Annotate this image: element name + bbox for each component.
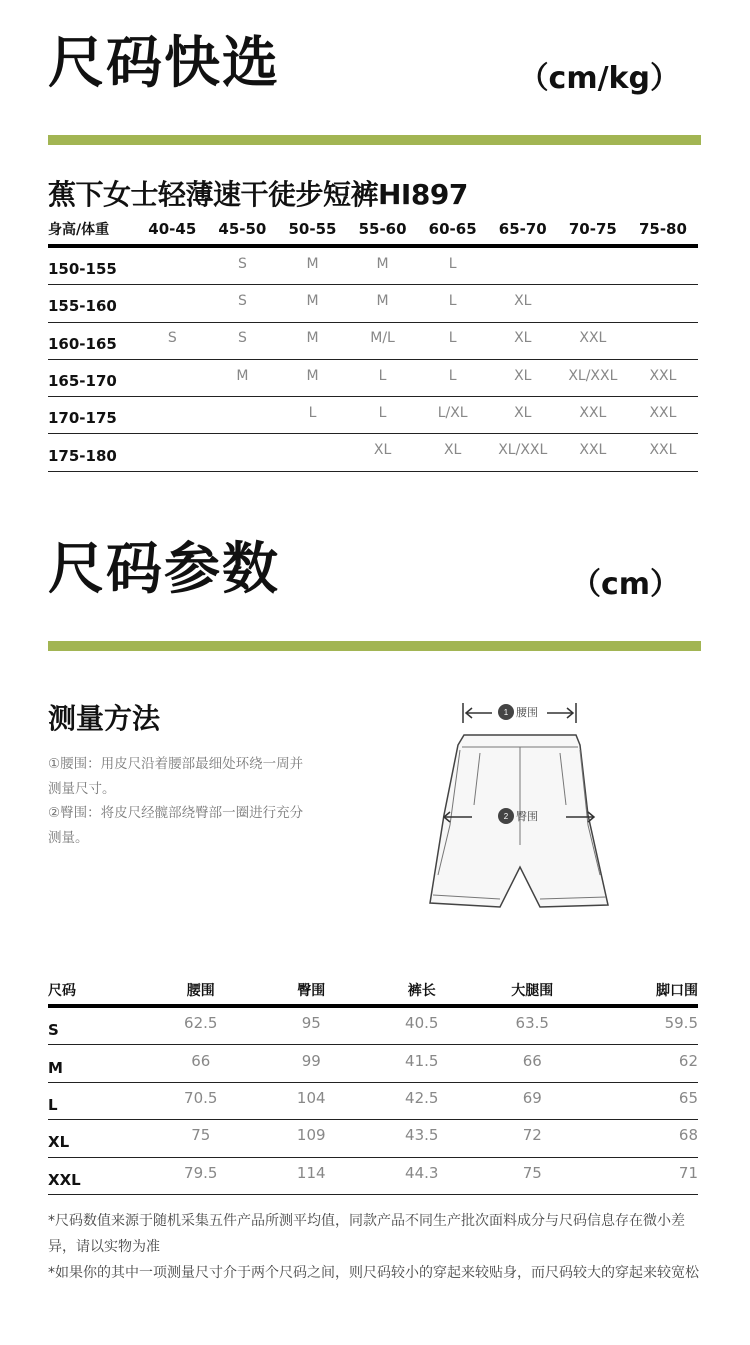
table-row [48, 397, 698, 434]
weight-col-header: 50-55 [288, 220, 337, 238]
waist-label: 腰围 [516, 706, 538, 719]
measure-value-cell: 69 [522, 1088, 542, 1107]
height-weight-header: 身高/体重 [48, 222, 110, 238]
product-title: 蕉下女士轻薄速干徒步短裤HI897 [48, 178, 468, 211]
size-cell: L/XL [437, 404, 468, 421]
table-row [48, 323, 698, 360]
measure-value-cell: 104 [296, 1088, 326, 1107]
size-cell: XL [514, 292, 532, 309]
size-cell: M [376, 292, 389, 309]
size-cell: M [306, 330, 319, 347]
table-row [48, 285, 698, 322]
size-cell: S [237, 292, 247, 309]
measure-value-cell: 114 [296, 1163, 326, 1182]
measure-value-cell: 72 [522, 1126, 542, 1145]
height-range-cell: 165-170 [48, 372, 117, 391]
table-row [48, 1120, 698, 1157]
size-cell: M [236, 367, 249, 384]
measure-value-cell: 40.5 [405, 1014, 439, 1033]
height-range-cell: 160-165 [48, 334, 117, 353]
table-row [48, 360, 698, 397]
param-col-header: 臀围 [297, 982, 326, 999]
size-cell: XXL [579, 442, 607, 459]
param-col-header: 脚口围 [656, 982, 698, 999]
size-notes [48, 1208, 700, 1286]
size-params-unit: （cm） [570, 567, 680, 602]
size-cell: M [306, 292, 319, 309]
size-label-cell: M [48, 1058, 63, 1077]
measure-value-cell: 109 [296, 1126, 326, 1145]
size-quick-header-row [48, 214, 698, 248]
table-row [48, 1083, 698, 1120]
method-hip-text: ②臀围：将皮尺经髋部绕臀部一圈进行充分测量。 [48, 805, 304, 846]
size-label-cell: S [48, 1021, 59, 1040]
weight-col-header: 70-75 [568, 220, 617, 238]
param-col-header: 尺码 [48, 982, 76, 999]
size-quick-unit: （cm/kg） [518, 61, 680, 96]
accent-divider [48, 135, 701, 145]
height-range-cell: 150-155 [48, 260, 117, 279]
size-cell: XL/XXL [568, 367, 618, 384]
measure-value-cell: 63.5 [515, 1014, 549, 1033]
size-cell: L [448, 292, 457, 309]
size-cell: XL [443, 442, 462, 459]
size-params-title: 尺码参数 [48, 537, 280, 602]
measure-value-cell: 41.5 [405, 1051, 439, 1070]
measure-value-cell: 59.5 [664, 1014, 698, 1033]
size-cell: XL [514, 404, 532, 421]
hip-marker-number: 2 [503, 812, 509, 821]
accent-divider [48, 641, 701, 651]
measure-value-cell: 44.3 [405, 1163, 439, 1182]
param-col-header: 裤长 [407, 982, 436, 999]
weight-col-header: 60-65 [428, 220, 477, 238]
size-cell: XL [373, 442, 392, 459]
size-cell: XXL [579, 330, 607, 347]
size-cell: S [167, 330, 177, 347]
note-line: *尺码数值来源于随机采集五件产品所测平均值，同款产品不同生产批次面料成分与尺码信息存在微小差异，请以实物为准 [48, 1213, 685, 1255]
table-row [48, 434, 698, 471]
table-row [48, 1008, 698, 1045]
measure-value-cell: 95 [301, 1014, 321, 1033]
height-range-cell: 155-160 [48, 297, 117, 316]
measure-value-cell: 43.5 [405, 1126, 439, 1145]
size-cell: L [378, 404, 387, 421]
measure-method-text [48, 752, 310, 850]
measure-value-cell: 65 [678, 1088, 698, 1107]
size-cell: XXL [579, 404, 607, 421]
size-cell: M [306, 367, 319, 384]
method-waist-text: ①腰围：用皮尺沿着腰部最细处环绕一周并测量尺寸。 [48, 756, 304, 797]
size-params-header-row [48, 975, 698, 1008]
size-cell: XXL [649, 404, 677, 421]
weight-col-header: 45-50 [218, 220, 267, 238]
measure-value-cell: 75 [522, 1163, 542, 1182]
measure-value-cell: 75 [191, 1126, 211, 1145]
measure-value-cell: 79.5 [184, 1163, 218, 1182]
measure-method-title: 测量方法 [48, 702, 161, 735]
size-cell: XL [514, 330, 532, 347]
size-cell: XL/XXL [498, 442, 548, 459]
measure-value-cell: 62 [678, 1051, 698, 1070]
size-label-cell: L [48, 1095, 58, 1114]
size-cell: XXL [649, 367, 677, 384]
measure-value-cell: 99 [301, 1051, 321, 1070]
weight-col-header: 40-45 [148, 220, 197, 238]
measure-value-cell: 66 [191, 1051, 211, 1070]
size-cell: XXL [649, 442, 677, 459]
size-cell: L [448, 330, 457, 347]
table-row [48, 1158, 698, 1195]
param-col-header: 腰围 [186, 982, 215, 999]
table-row [48, 248, 698, 285]
measure-value-cell: 68 [678, 1126, 698, 1145]
size-params-table [48, 975, 698, 1195]
waist-marker-number: 1 [503, 708, 509, 717]
measure-value-cell: 66 [522, 1051, 542, 1070]
measure-value-cell: 42.5 [405, 1088, 439, 1107]
size-cell: L [378, 367, 387, 384]
size-cell: L [308, 404, 317, 421]
measure-value-cell: 71 [678, 1163, 698, 1182]
height-range-cell: 170-175 [48, 409, 117, 428]
measure-value-cell: 70.5 [184, 1088, 218, 1107]
hip-label: 臀围 [516, 810, 538, 823]
weight-col-header: 65-70 [498, 220, 547, 238]
weight-col-header: 75-80 [638, 220, 687, 238]
measure-value-cell: 62.5 [184, 1014, 218, 1033]
size-cell: M/L [370, 330, 395, 347]
table-row [48, 1045, 698, 1082]
note-line: *如果你的其中一项测量尺寸介于两个尺码之间，则尺码较小的穿起来较贴身，而尺码较大的穿起来较宽松 [48, 1265, 699, 1281]
size-label-cell: XXL [48, 1170, 81, 1189]
shorts-illustration [420, 695, 620, 920]
weight-col-header: 55-60 [358, 220, 407, 238]
size-cell: S [237, 255, 247, 272]
size-cell: L [448, 255, 457, 272]
size-quick-table [48, 214, 698, 472]
height-range-cell: 175-180 [48, 446, 117, 465]
size-label-cell: XL [48, 1133, 70, 1152]
size-cell: L [448, 367, 457, 384]
size-cell: M [376, 255, 389, 272]
size-cell: S [237, 330, 247, 347]
size-cell: M [306, 255, 319, 272]
size-cell: XL [514, 367, 532, 384]
size-quick-title: 尺码快选 [48, 31, 280, 96]
param-col-header: 大腿围 [511, 982, 554, 999]
